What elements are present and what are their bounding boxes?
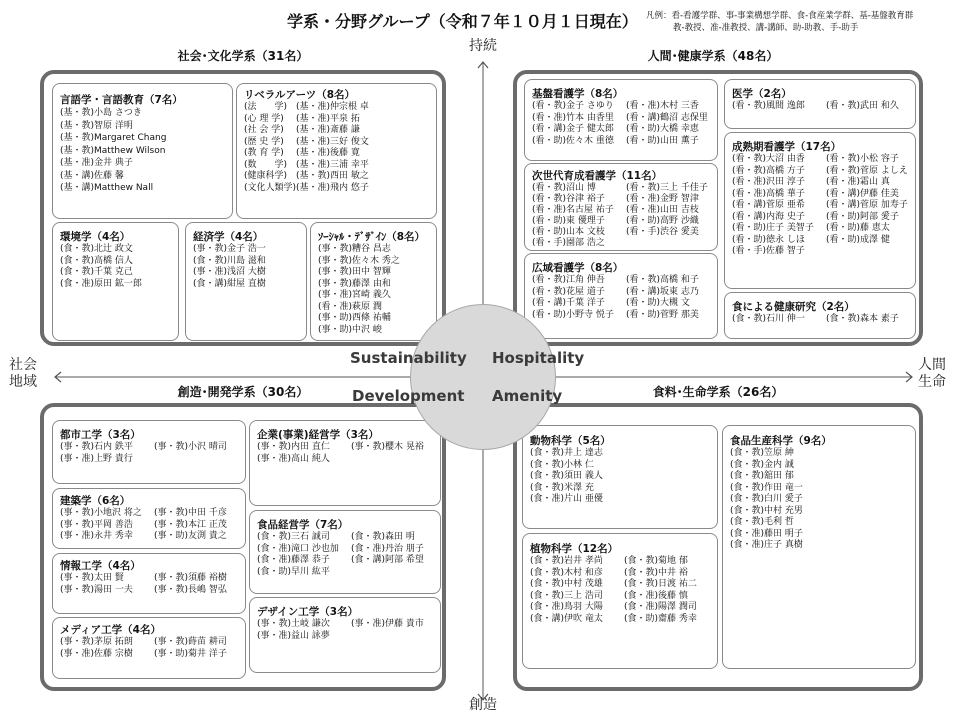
member-entry: (事・教)佐々木 秀之 — [318, 255, 400, 266]
member-field: (法 学) — [244, 102, 288, 112]
member-entry: (看・教)花屋 道子 — [532, 286, 605, 297]
member-entry: (食・講)伊吹 竜太 — [530, 613, 603, 624]
group-title: 食による健康研究（2名） — [732, 301, 855, 313]
member-entry: (事・准)益山 詠夢 — [257, 630, 330, 641]
member-entry: (事・教)土岐 謙次 — [257, 619, 330, 629]
member-entry: (事・教)石内 鉄平 — [60, 442, 133, 452]
member-entry: (看・講)伊藤 佳美 — [826, 188, 899, 199]
group-title: デザイン工学（3名） — [257, 606, 359, 618]
member-entry: (事・教)須藤 裕樹 — [154, 573, 227, 583]
member-entry: (食・教)高橋 信人 — [60, 255, 133, 266]
member-entry: (食・教)森本 素子 — [826, 314, 899, 324]
member-list — [257, 532, 436, 578]
member-entry: (看・助)山本 文枝 — [532, 227, 605, 237]
group-title: 植物科学（12名） — [530, 543, 619, 555]
group-box — [724, 292, 916, 339]
member-entry: (食・教)白川 愛子 — [730, 494, 803, 504]
member-entry: (事・准)高山 純人 — [257, 453, 330, 464]
group-title: 環境学（4名） — [60, 231, 131, 243]
member-entry: (食・准)原田 鉱一郎 — [60, 278, 142, 289]
member-entry: (基・准)金井 典子 — [60, 158, 133, 168]
group-title: ｿｰｼｬﾙ・ﾃﾞｻﾞｲﾝ（8名） — [318, 231, 426, 243]
group-box — [524, 79, 718, 161]
member-entry: (事・准)浅沼 大樹 — [193, 267, 266, 277]
member-entry: (看・助)大橋 幸恵 — [626, 124, 699, 134]
member-entry: (事・教)本江 正茂 — [154, 519, 227, 530]
member-entry: (食・教)舘田 郁 — [730, 471, 794, 481]
member-entry: (事・准)伊藤 貴市 — [351, 619, 424, 629]
member-list — [60, 573, 241, 596]
member-entry — [244, 114, 432, 126]
group-box — [52, 488, 246, 549]
member-entry: (食・教)千葉 克己 — [60, 267, 133, 277]
member-entry: (看・講)金子 健太郎 — [532, 124, 614, 134]
member-entry: (食・准)藤澤 恭子 — [257, 555, 330, 565]
group-title: 都市工学（3名） — [60, 429, 141, 441]
member-entry: (食・教)川島 滋和 — [193, 255, 266, 266]
group-box — [522, 533, 718, 669]
member-name: (基・准)仲宗根 卓 — [296, 102, 369, 112]
group-box — [724, 79, 916, 129]
member-entry: (食・准)後藤 慎 — [624, 590, 688, 601]
member-entry: (食・教)三上 浩司 — [530, 590, 603, 601]
member-entry: (看・教)江角 伸吾 — [532, 275, 605, 285]
quadrant-label: 人間･健康学系（48名） — [647, 49, 779, 63]
member-entry: (看・講)千葉 洋子 — [532, 298, 605, 308]
member-entry: (看・准)竹本 由香里 — [532, 112, 614, 123]
group-box — [249, 420, 441, 506]
member-entry: (食・教)中村 茂雄 — [530, 579, 603, 589]
member-entry — [244, 171, 432, 183]
axis-label-right-line: 生命 — [918, 374, 946, 390]
group-box — [524, 163, 718, 251]
member-entry: (事・教)蒔苗 耕司 — [154, 637, 227, 647]
member-entry: (看・教)沼山 博 — [532, 183, 596, 193]
member-entry: (看・助)大槻 文 — [626, 298, 690, 308]
member-entry: (食・教)笠原 紳 — [730, 448, 794, 458]
member-entry: (看・助)庄子 美智子 — [732, 223, 814, 233]
member-list — [60, 442, 241, 465]
member-entry — [244, 160, 432, 172]
member-entry: (看・准)高橋 華子 — [732, 188, 805, 199]
center-word-sustainability: Sustainability — [350, 349, 467, 367]
member-entry: (事・准)宮崎 義久 — [318, 290, 391, 300]
group-box — [52, 420, 246, 484]
member-entry: (事・准)佐藤 宗樹 — [60, 648, 133, 659]
group-title: 医学（2名） — [732, 88, 792, 100]
group-box — [249, 597, 441, 673]
center-word-hospitality: Hospitality — [492, 349, 585, 367]
member-entry: (食・准)陽澤 潤司 — [624, 602, 697, 612]
member-entry: (食・教)木村 和彦 — [530, 567, 603, 578]
member-entry — [244, 148, 432, 160]
member-entry: (事・教)櫻木 晃裕 — [351, 442, 424, 452]
member-name: (基・准)三浦 幸平 — [296, 159, 369, 170]
member-entry: (事・教)湯田 一夫 — [60, 584, 133, 595]
member-entry: (看・助)徳永 しほ — [732, 234, 805, 245]
member-entry: (食・教)中井 裕 — [624, 567, 688, 578]
member-entry: (基・教)智原 洋明 — [60, 120, 133, 131]
member-name: (基・准)後藤 寛 — [296, 148, 360, 158]
member-entry: (基・教)Matthew Wilson — [60, 145, 166, 156]
group-title: 食品経営学（7名） — [257, 519, 349, 531]
member-field: (文化人類学) — [244, 182, 297, 193]
member-name: (基・准)三好 俊文 — [296, 136, 369, 147]
member-entry: (看・准)山田 吉枝 — [626, 205, 699, 215]
member-entry: (看・教)風間 逸郎 — [732, 101, 805, 111]
axis-label-left — [9, 357, 37, 391]
member-name: (基・准)斎藤 謙 — [296, 125, 360, 135]
page-title: 学系・分野グループ（令和７年１０月１日現在） — [287, 12, 638, 31]
member-field: (数 学) — [244, 159, 288, 170]
member-entry: (食・教)日渡 祐二 — [624, 579, 697, 589]
member-field: (教 育 学) — [244, 148, 284, 158]
group-title: 広域看護学（8名） — [532, 262, 624, 274]
member-entry: (看・教)高橋 方子 — [732, 165, 805, 176]
member-entry: (看・教)小松 容子 — [826, 154, 899, 164]
member-list — [60, 107, 228, 195]
member-entry: (看・講)鶴沼 志保里 — [626, 112, 708, 123]
member-entry: (基・講)佐藤 馨 — [60, 170, 124, 181]
member-entry: (看・教)武田 和久 — [826, 101, 899, 111]
member-field: (社 会 学) — [244, 125, 284, 135]
member-entry: (事・教)小沢 晴司 — [154, 442, 227, 452]
member-entry — [244, 125, 432, 137]
axis-label-right-line: 人間 — [918, 357, 946, 373]
member-entry: (事・教)田中 智輝 — [318, 267, 391, 277]
group-box — [52, 553, 246, 614]
member-entry: (食・教)米澤 充 — [530, 482, 594, 493]
member-field: (歴 史 学) — [244, 136, 284, 147]
group-title: 企業(事業)経営学（3名） — [257, 429, 379, 441]
member-list — [530, 448, 713, 506]
member-entry: (食・准)片山 亜優 — [530, 494, 603, 504]
member-list — [244, 102, 432, 194]
member-entry: (看・助)東 優理子 — [532, 216, 605, 226]
group-title: 成熟期看護学（17名） — [732, 141, 842, 153]
member-entry: (食・教)岩井 孝尚 — [530, 556, 603, 566]
member-entry: (看・准)霜山 真 — [826, 177, 890, 187]
quadrant-label: 社会･文化学系（31名） — [177, 49, 309, 63]
member-entry: (事・准)永井 秀幸 — [60, 531, 133, 541]
member-list — [60, 637, 241, 660]
member-list — [732, 154, 911, 258]
member-entry: (事・教)糟谷 昌志 — [318, 244, 391, 254]
member-field: (健康科学) — [244, 171, 288, 181]
center-word-development: Development — [352, 387, 465, 405]
legend-ranks: 教-教授、准-准教授、講-講師、助-助教、手-助手 — [673, 23, 859, 33]
member-entry: (事・教)小地沢 将之 — [60, 508, 142, 518]
member-entry: (看・助)山田 薫子 — [626, 135, 699, 146]
group-title: 言語学・言語教育（7名） — [60, 94, 183, 106]
member-entry: (食・講)紺屋 直樹 — [193, 278, 266, 289]
member-entry: (看・助)阿部 愛子 — [826, 211, 899, 222]
member-entry: (基・講)Matthew Nall — [60, 183, 154, 193]
axis-label-left-line: 社会 — [9, 357, 37, 373]
member-entry: (食・教)三石 誠司 — [257, 532, 330, 542]
group-title: 情報工学（4名） — [60, 560, 141, 572]
member-entry: (事・教)茅原 拓朗 — [60, 637, 133, 647]
group-title: 動物科学（5名） — [530, 435, 611, 447]
member-entry: (看・教)金子 さゆり — [532, 101, 614, 111]
member-list — [60, 244, 174, 290]
quadrant-label: 創造･開発学系（30名） — [177, 385, 309, 399]
member-entry: (事・助)菊井 洋子 — [154, 648, 227, 659]
group-title: 基盤看護学（8名） — [532, 88, 624, 100]
member-list — [530, 556, 713, 625]
member-entry — [244, 183, 432, 195]
member-entry: (事・助)友渕 貴之 — [154, 531, 227, 541]
group-box — [524, 253, 718, 339]
member-entry: (事・教)内田 直仁 — [257, 442, 330, 452]
group-box — [52, 83, 233, 219]
member-entry: (食・准)鳥羽 大陽 — [530, 602, 603, 612]
member-entry: (食・教)金内 誠 — [730, 459, 794, 470]
quadrant-label: 食料･生命学系（26名） — [652, 385, 784, 399]
member-list — [732, 101, 911, 113]
member-entry: (食・教)石川 伸一 — [732, 314, 805, 324]
member-entry: (看・准)名古屋 祐子 — [532, 205, 614, 215]
member-entry: (食・教)森田 明 — [351, 532, 415, 542]
member-field: (心 理 学) — [244, 113, 284, 124]
member-entry: (食・講)阿部 希望 — [351, 555, 424, 565]
group-box — [236, 83, 437, 219]
group-title: 食品生産科学（9名） — [730, 435, 832, 447]
member-entry: (事・助)中沢 峻 — [318, 324, 382, 335]
member-entry: (看・手)園部 浩之 — [532, 238, 605, 248]
member-list — [730, 448, 911, 552]
member-entry: (看・准)木村 三香 — [626, 101, 699, 111]
group-title: 経済学（4名） — [193, 231, 264, 243]
member-entry — [244, 137, 432, 149]
member-entry: (看・教)菅原 よしえ — [826, 165, 908, 176]
member-entry: (事・准)上野 貴行 — [60, 453, 133, 464]
member-entry: (事・助)西條 祐輔 — [318, 313, 391, 323]
group-title: メディア工学（4名） — [60, 624, 161, 636]
member-entry: (看・講)内海 史子 — [732, 211, 805, 222]
member-entry: (基・教)Margaret Chang — [60, 133, 167, 143]
group-box — [310, 222, 437, 341]
group-box — [722, 425, 916, 669]
member-entry: (看・教)三上 千佳子 — [626, 183, 708, 193]
member-entry: (基・教)小島 さつき — [60, 108, 142, 118]
member-list — [732, 314, 911, 326]
member-entry: (事・教)平岡 善浩 — [60, 519, 133, 530]
group-box — [249, 510, 441, 594]
group-box — [724, 132, 916, 289]
member-entry: (看・助)小野寺 悦子 — [532, 309, 614, 320]
member-entry: (食・准)庄子 真樹 — [730, 540, 803, 550]
member-name: (基・准)平泉 拓 — [296, 113, 360, 124]
member-entry: (看・准)萩原 潤 — [318, 301, 382, 312]
member-entry: (食・助)早川 紘平 — [257, 566, 330, 577]
member-list — [532, 101, 713, 147]
member-list — [257, 619, 436, 642]
member-entry: (看・准)沢田 淳子 — [732, 177, 805, 187]
member-entry: (事・教)長嶋 智弘 — [154, 584, 227, 595]
center-circle — [410, 304, 556, 450]
member-entry: (食・准)藤田 明子 — [730, 528, 803, 539]
group-box — [185, 222, 307, 341]
member-entry: (食・教)小林 仁 — [530, 459, 594, 470]
member-entry: (事・教)藤澤 由和 — [318, 278, 391, 289]
member-name: (基・准)飛内 悠子 — [296, 182, 369, 193]
member-name: (基・教)西田 敏之 — [296, 171, 369, 181]
member-entry: (看・助)藤 恵太 — [826, 223, 890, 233]
member-entry: (看・講)菅原 亜希 — [732, 200, 805, 210]
member-entry: (看・准)金野 智津 — [626, 194, 699, 204]
legend-groups: 凡例：看-看護学群、事-事業構想学群、食-食産業学群、基-基盤教育群 — [646, 11, 914, 21]
member-entry: (事・教)中田 千彦 — [154, 508, 227, 518]
member-list — [257, 442, 436, 465]
member-list — [532, 275, 713, 321]
member-entry: (看・教)谷津 裕子 — [532, 194, 605, 204]
axis-label-bottom: 創造 — [469, 697, 497, 713]
axis-label-top: 持続 — [469, 38, 497, 54]
member-entry: (看・教)大沼 由香 — [732, 154, 805, 164]
member-entry — [244, 102, 432, 114]
group-title: リベラルアーツ（8名） — [244, 89, 356, 101]
member-entry: (食・助)齋藤 秀幸 — [624, 613, 697, 624]
group-box — [52, 222, 179, 341]
member-entry: (看・助)高野 沙織 — [626, 216, 699, 226]
member-entry: (事・教)金子 浩一 — [193, 244, 266, 254]
member-entry: (食・教)毛利 哲 — [730, 517, 794, 527]
member-entry: (食・教)菊地 郁 — [624, 556, 688, 566]
member-entry: (看・助)成澤 健 — [826, 234, 890, 245]
member-entry: (食・准)丹治 朋子 — [351, 543, 424, 554]
member-entry: (看・講)坂東 志乃 — [626, 286, 699, 297]
member-entry: (食・教)中村 充男 — [730, 505, 803, 516]
member-entry: (看・手)渋谷 愛美 — [626, 227, 699, 237]
member-entry: (食・准)滝口 沙也加 — [257, 543, 339, 554]
member-entry: (食・教)北辻 政文 — [60, 244, 133, 254]
member-entry: (看・助)菅野 那美 — [626, 309, 699, 320]
member-list — [193, 244, 302, 290]
member-entry: (看・助)佐々木 重徳 — [532, 135, 614, 146]
member-entry: (看・教)高橋 和子 — [626, 275, 699, 285]
group-title: 次世代育成看護学（11名） — [532, 170, 663, 182]
center-word-amenity: Amenity — [492, 387, 563, 405]
member-entry: (食・教)井上 達志 — [530, 448, 603, 458]
member-entry: (食・教)作田 竜一 — [730, 482, 803, 493]
group-box — [522, 425, 718, 529]
member-entry: (事・教)太田 賢 — [60, 573, 124, 583]
member-list — [532, 183, 713, 249]
axis-label-left-line: 地域 — [9, 374, 37, 390]
group-box — [52, 617, 246, 679]
member-list — [60, 508, 241, 543]
member-entry: (看・講)菅原 加寿子 — [826, 200, 908, 210]
group-title: 建築学（6名） — [60, 495, 131, 507]
member-list — [318, 244, 432, 336]
member-entry: (食・教)須田 義人 — [530, 471, 603, 481]
member-entry: (看・手)佐藤 智子 — [732, 246, 805, 256]
